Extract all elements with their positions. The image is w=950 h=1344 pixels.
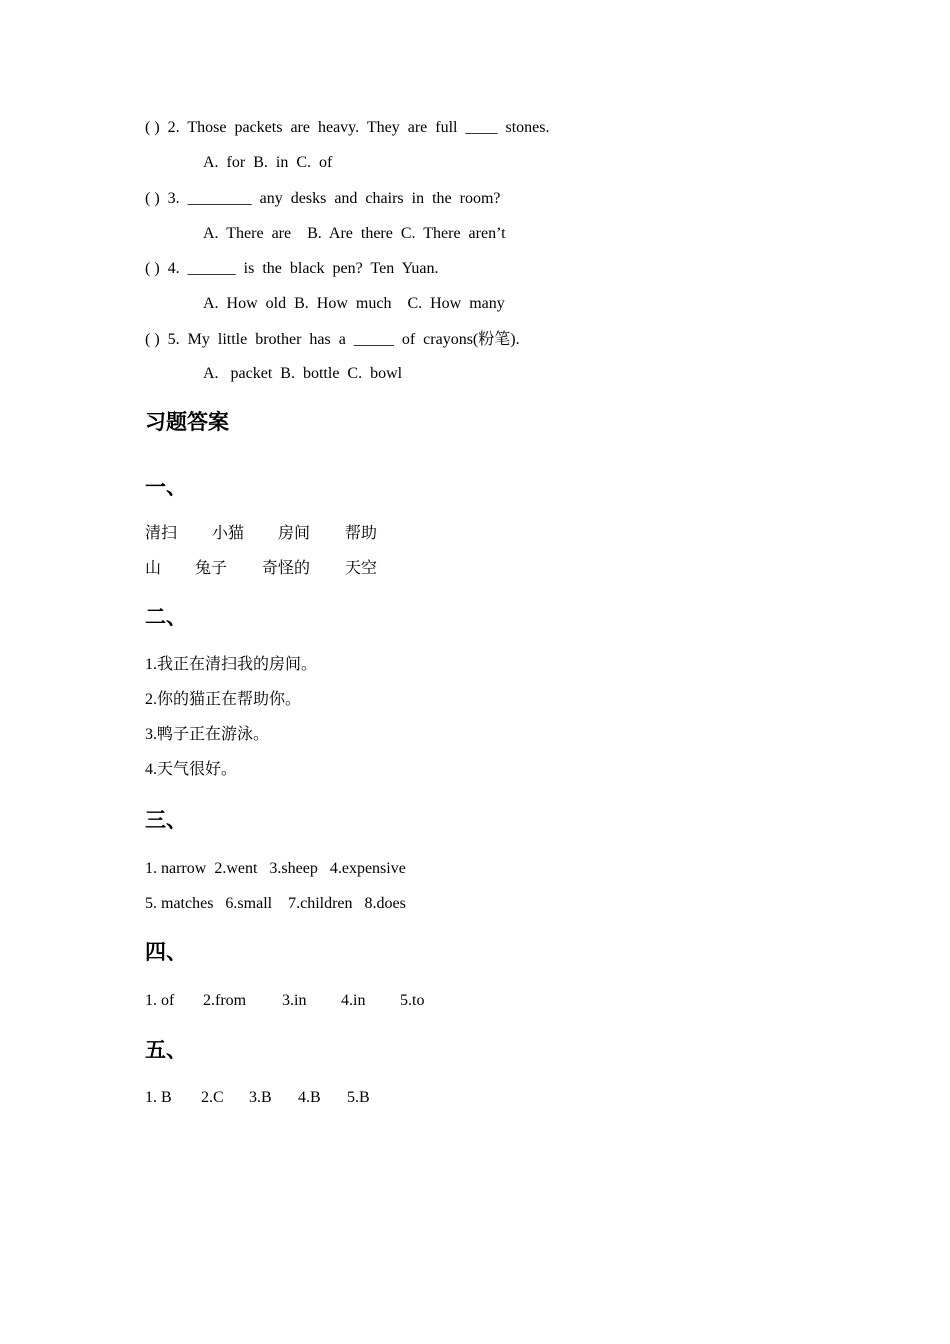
translation-line: 2.你的猫正在帮助你。 — [145, 691, 302, 708]
translation-line: 3.鸭子正在游泳。 — [145, 726, 270, 743]
answer-item: 2.from — [203, 992, 247, 1009]
vocab-word: 兔子 — [195, 560, 228, 577]
question-2-options: A. for B. in C. of — [203, 154, 333, 171]
answer-item: 4.in — [341, 992, 366, 1009]
vocab-word: 奇怪的 — [262, 560, 311, 577]
question-4: ( ) 4. ______ is the black pen? Ten Yuan. — [145, 260, 439, 277]
translation-line: 1.我正在清扫我的房间。 — [145, 656, 318, 673]
answer-item: 1. B — [145, 1089, 172, 1106]
question-5-options: A. packet B. bottle C. bowl — [203, 365, 403, 382]
vocab-word: 天空 — [345, 560, 378, 577]
question-3: ( ) 3. ________ any desks and chairs in the room? — [145, 190, 501, 207]
answer-item: 3.in — [282, 992, 307, 1009]
translation-line: 4.天气很好。 — [145, 761, 238, 778]
section-2-heading: 二、 — [145, 605, 187, 629]
answer-item: 5.B — [347, 1089, 370, 1106]
answer-line: 5. matches 6.small 7.children 8.does — [145, 895, 406, 912]
question-5: ( ) 5. My little brother has a _____ of crayons(粉笔). — [145, 331, 520, 348]
vocab-word: 帮助 — [345, 525, 378, 542]
vocab-word: 小猫 — [212, 525, 245, 542]
answer-item: 5.to — [400, 992, 425, 1009]
section-5-heading: 五、 — [145, 1038, 187, 1062]
answer-item: 2.C — [201, 1089, 224, 1106]
question-4-options: A. How old B. How much C. How many — [203, 295, 505, 312]
answer-item: 3.B — [249, 1089, 272, 1106]
question-2: ( ) 2. Those packets are heavy. They are full ____ stones. — [145, 119, 550, 136]
vocab-word: 山 — [145, 560, 162, 577]
answer-item: 1. of — [145, 992, 175, 1009]
section-4-heading: 四、 — [145, 940, 187, 964]
section-1-heading: 一、 — [145, 475, 187, 499]
section-3-heading: 三、 — [145, 808, 187, 832]
vocab-word: 房间 — [278, 525, 311, 542]
question-3-options: A. There are B. Are there C. There aren’t — [203, 225, 506, 242]
answer-line: 1. narrow 2.went 3.sheep 4.expensive — [145, 860, 406, 877]
vocab-word: 清扫 — [145, 525, 178, 542]
answers-title: 习题答案 — [145, 410, 229, 434]
answer-item: 4.B — [298, 1089, 321, 1106]
